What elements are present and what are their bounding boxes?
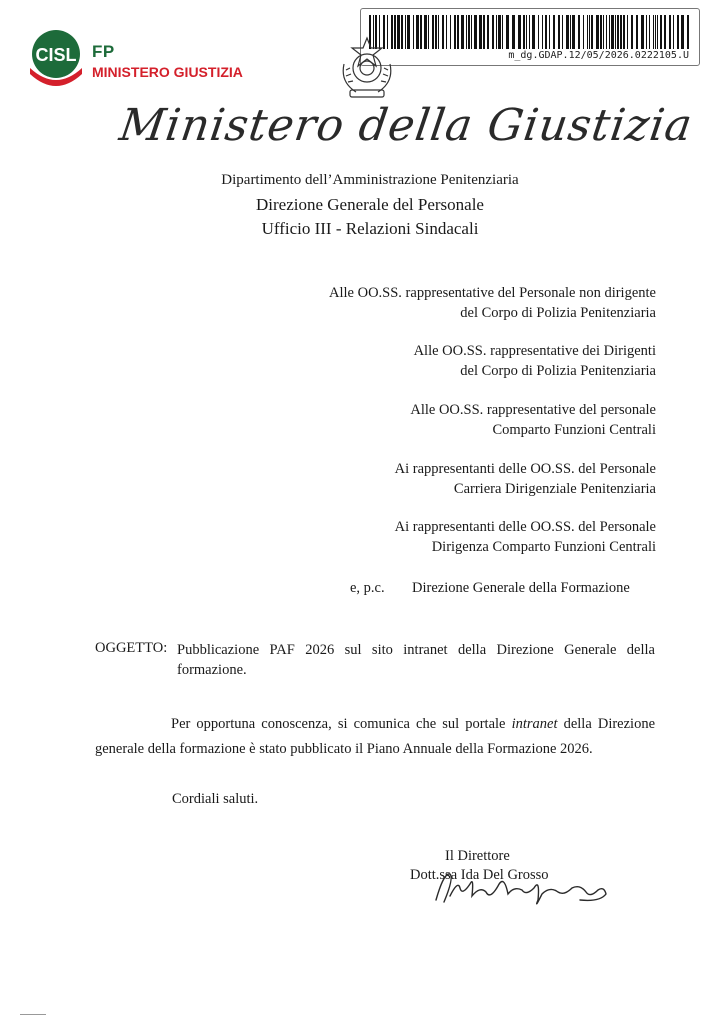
barcode-bar [611, 15, 614, 49]
directorate-name: Direzione Generale del Personale [256, 195, 484, 214]
barcode-bar [502, 15, 503, 49]
recipient-line: Dirigenza Comparto Funzioni Centrali [431, 539, 656, 555]
barcode-bar [466, 15, 467, 49]
barcode-bar [454, 15, 456, 49]
barcode-bar [600, 15, 602, 49]
barcode-bar [646, 15, 647, 49]
barcode-bar [549, 15, 550, 49]
recipient-line: Alle OO.SS. rappresentative del personale [410, 402, 656, 418]
cisl-fp-logo [22, 28, 262, 88]
barcode-bar [405, 15, 406, 49]
recipient-block [395, 517, 656, 557]
closing-greeting: Cordiali saluti. [172, 791, 259, 807]
barcode-bar [631, 15, 633, 49]
barcode-bar [483, 15, 485, 49]
barcode-bar [512, 15, 515, 49]
barcode-bar [420, 15, 422, 49]
recipient-block [414, 341, 656, 381]
logo-subtitle: MINISTERO GIUSTIZIA [92, 64, 243, 80]
barcode-bar [641, 15, 644, 49]
barcode-bar [538, 15, 539, 49]
body-text: Per opportuna conoscenza, si comunica che sul portale [171, 716, 512, 732]
recipient-line: del Corpo di Polizia Penitenziaria [460, 305, 656, 321]
barcode-bar [677, 15, 679, 49]
barcode-bar [435, 15, 437, 49]
logo-brand-text: CISL [35, 45, 77, 65]
italian-republic-emblem-icon [336, 34, 398, 100]
barcode-bar [496, 15, 497, 49]
barcode-bar [562, 15, 563, 49]
barcode-bar [653, 15, 654, 49]
barcode-bar [587, 15, 588, 49]
barcode-bar [518, 15, 521, 49]
subject-text: Pubblicazione PAF 2026 sul sito intranet della Direzione Generale della formazione. [177, 642, 655, 678]
barcode-bar [627, 15, 628, 49]
barcode-bar [617, 15, 619, 49]
barcode-bar [428, 15, 429, 49]
recipient-line: Carriera Dirigenziale Penitenziaria [453, 481, 656, 497]
barcode-bar [532, 15, 535, 49]
barcode-bar [596, 15, 599, 49]
barcode-bar [570, 15, 571, 49]
barcode-bar [655, 15, 656, 49]
barcode-bar [407, 15, 410, 49]
barcode-bar [558, 15, 560, 49]
cc-label: e, p.c. [350, 580, 385, 596]
recipient-line: Ai rappresentanti delle OO.SS. del Personale [394, 519, 656, 535]
recipient-block [410, 400, 656, 440]
barcode-bar [603, 15, 604, 49]
office-name: Ufficio III - Relazioni Sindacali [261, 219, 479, 238]
barcode-bar [620, 15, 622, 49]
body-text: della Direzione generale della formazione è stato pubblicato il Piano Annuale della Formazione 2026. [95, 716, 656, 757]
ministry-title: Ministero della Giustizia [116, 100, 696, 151]
barcode-bar [474, 15, 477, 49]
recipient-line: Alle OO.SS. rappresentative del Personale non dirigente [329, 285, 656, 301]
barcode-bar [424, 15, 427, 49]
barcode-bar [542, 15, 543, 49]
barcode-bar [660, 15, 662, 49]
recipient-block [329, 283, 656, 323]
barcode-bar [479, 15, 482, 49]
barcode-bar [523, 15, 525, 49]
barcode-bar [566, 15, 569, 49]
handwritten-signature [430, 866, 610, 910]
barcode-bar [413, 15, 414, 49]
barcode-bar [457, 15, 459, 49]
barcode-bar [681, 15, 684, 49]
barcode-bar [432, 15, 434, 49]
barcode-bar [657, 15, 658, 49]
barcode-bar [636, 15, 638, 49]
barcode-bar [589, 15, 590, 49]
barcode-bar [572, 15, 575, 49]
recipient-line: del Corpo di Polizia Penitenziaria [460, 363, 656, 379]
barcode-bar [492, 15, 494, 49]
protocol-barcode-stamp [360, 8, 700, 66]
barcode-bar [506, 15, 509, 49]
signer-role: Il Direttore [445, 848, 510, 864]
barcode-bar [615, 15, 616, 49]
barcode-bar [461, 15, 464, 49]
barcode-bar [669, 15, 671, 49]
barcode-bar [526, 15, 527, 49]
barcode-bar [438, 15, 439, 49]
barcode-bar [583, 15, 584, 49]
body-paragraph [95, 712, 655, 762]
barcode-bar [553, 15, 555, 49]
recipient-line: Alle OO.SS. rappresentative dei Dirigenti [413, 343, 656, 359]
recipient-line: Ai rappresentanti delle OO.SS. del Personale [394, 461, 656, 477]
barcode-bar [446, 15, 447, 49]
logo-fp-text: FP [92, 42, 115, 61]
barcode-bar [606, 15, 607, 49]
barcode-bar [649, 15, 650, 49]
barcode-bar [545, 15, 547, 49]
barcode-bar [468, 15, 470, 49]
barcode-bar [623, 15, 625, 49]
barcode-bar [442, 15, 444, 49]
recipient-line: Comparto Funzioni Centrali [492, 422, 656, 438]
barcode-bar [416, 15, 419, 49]
barcode-icon [369, 15, 691, 49]
barcode-bar [450, 15, 451, 49]
recipient-block [395, 459, 656, 499]
page-edge-mark [20, 1014, 46, 1015]
barcode-bar [664, 15, 666, 49]
barcode-bar [487, 15, 489, 49]
protocol-number: m_dg.GDAP.12/05/2026.0222105.U [508, 50, 689, 61]
body-italic-term: intranet [511, 716, 558, 732]
barcode-bar [471, 15, 472, 49]
barcode-bar [578, 15, 580, 49]
cisl-logo-mark [24, 28, 88, 92]
barcode-bar [498, 15, 501, 49]
signer-name: Dott.ssa Ida Del Grosso [410, 867, 549, 883]
barcode-bar [609, 15, 610, 49]
subject-label: OGGETTO: [95, 640, 168, 656]
barcode-bar [673, 15, 674, 49]
barcode-bar [401, 15, 403, 49]
department-name: Dipartimento dell’Amministrazione Penitenziaria [221, 172, 519, 188]
barcode-bar [687, 15, 689, 49]
barcode-bar [529, 15, 530, 49]
barcode-bar [591, 15, 593, 49]
cc-recipient: Direzione Generale della Formazione [412, 580, 630, 596]
